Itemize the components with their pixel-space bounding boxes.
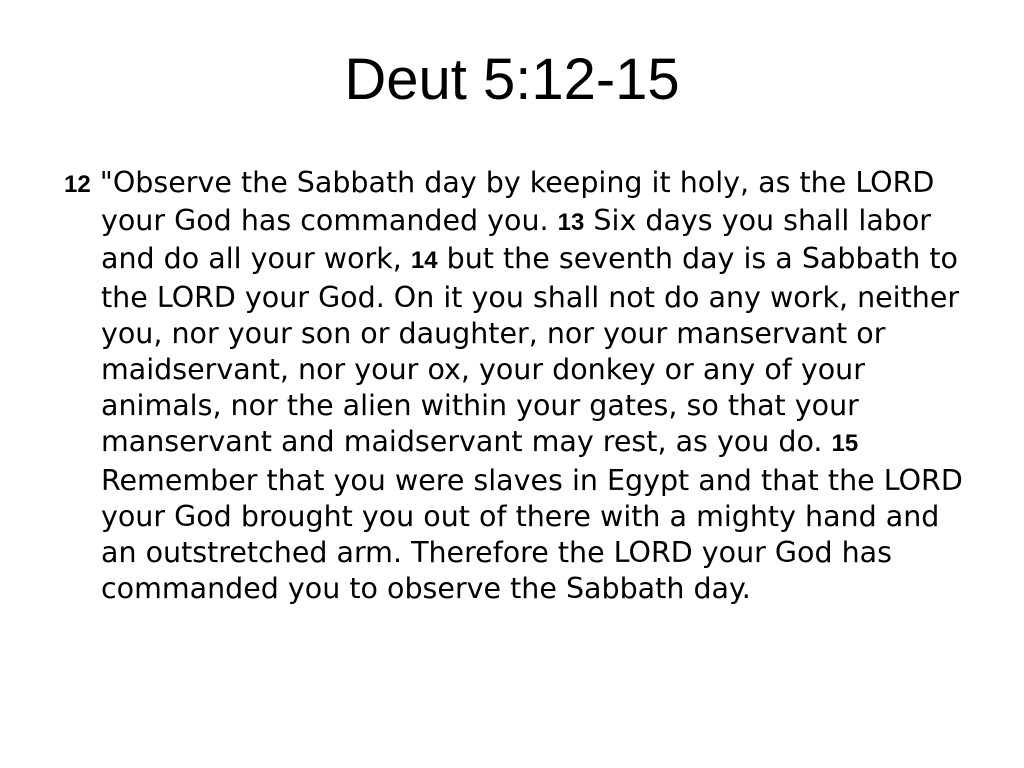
verse-text: but the seventh day is a Sabbath to the LORD your God. On it you shall not do any work, neither you, nor your son or daughter, nor your manservant or maidservant, nor your ox, your donkey or any of your animals, nor the alien within your gates, so that your manservant and maidservant may rest, as you do. bbox=[101, 242, 960, 459]
slide-title: Deut 5:12-15 bbox=[344, 47, 680, 112]
verse-number: 14 bbox=[410, 247, 438, 275]
scripture-passage bbox=[64, 165, 979, 607]
verse-text: Six days you shall labor and do all your work, bbox=[101, 204, 932, 276]
verse-number: 12 bbox=[64, 171, 91, 198]
verse-number: 13 bbox=[557, 209, 585, 237]
verse-text: "Observe the Sabbath day by keeping it holy, as the LORD your God has commanded you. bbox=[90, 166, 935, 238]
verse-number: 15 bbox=[831, 430, 859, 458]
verse-text: Remember that you were slaves in Egypt and that the LORD your God brought you out of there with a mighty hand and an outstretched arm. Therefore the LORD your God has commanded you to observe the Sabbath day. bbox=[101, 463, 963, 606]
